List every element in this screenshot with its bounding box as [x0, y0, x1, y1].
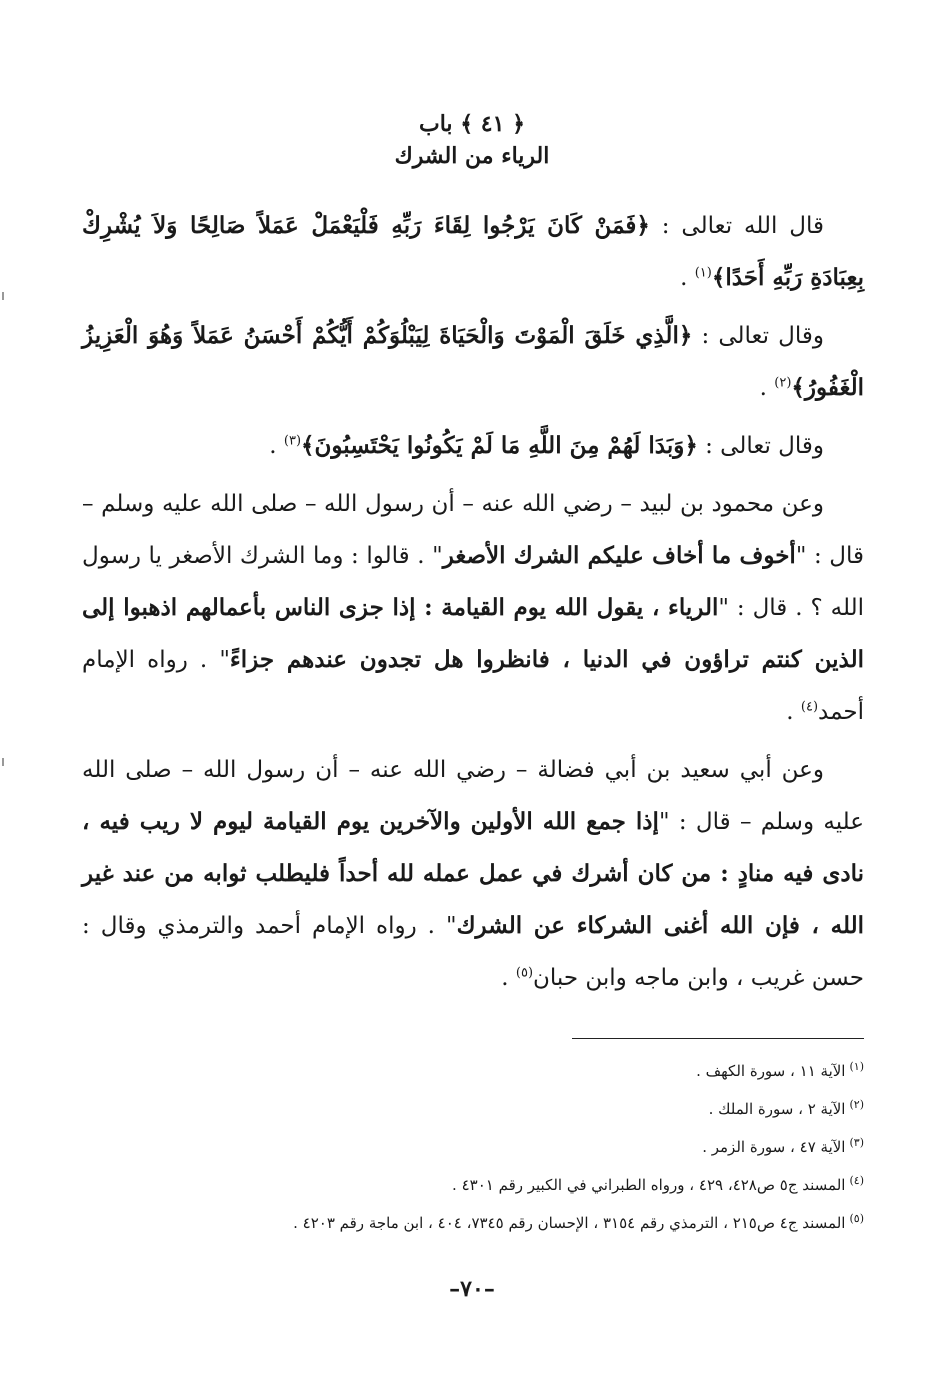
footnote-item [82, 1126, 864, 1164]
verse-intro: وقال تعالى : [697, 433, 824, 459]
footnote-ref: (٤) [800, 699, 819, 715]
footnote-text: الآية ٢ ، سورة الملك . [708, 1100, 846, 1118]
quran-quote: ﴿فَمَنْ كَانَ يَرْجُوا لِقَاءَ رَبِّهِ فَلْيَعْمَلْ عَمَلاً صَالِحًا وَلاَ يُشْرِكْ بِعِبَادَةِ رَبِّهِ أَحَدًا﴾ [82, 212, 864, 291]
hadith-text: وعن أبي سعيد بن أبي فضالة – رضي الله عنه – أن رسول الله – صلى الله عليه وسلم – قال : " [82, 757, 864, 835]
quran-quote: ﴿وَبَدَا لَهُمْ مِنَ اللَّهِ مَا لَمْ يَكُونُوا يَحْتَسِبُونَ﴾ [301, 432, 698, 459]
verse-paragraph-1 [82, 200, 864, 304]
footnote-text: المسند ج٥ ص٤٢٨، ٤٢٩ ، ورواه الطبراني في الكبير رقم ٤٣٠١ . [452, 1176, 846, 1194]
page-number: –٧٠– [449, 1276, 495, 1302]
footnote-text: الآية ٤٧ ، سورة الزمر . [702, 1138, 846, 1156]
chapter-heading [0, 108, 944, 172]
verse-paragraph-2 [82, 310, 864, 414]
footnote-item [82, 1050, 864, 1088]
punctuation: . [501, 965, 516, 991]
verse-intro: وقال تعالى : [692, 323, 824, 349]
footnote-divider [572, 1038, 864, 1039]
hadith-text: وعن محمود بن لبيد – رضي الله عنه – أن رسول الله – صلى الله عليه وسلم – قال : " [82, 491, 864, 569]
hadith-quote: الرياء ، يقول الله يوم القيامة : إذا جزى الناس بأعمالهم اذهبوا إلى الذين كنتم تراؤون في الدنيا ، فانظروا هل تجدون عندهم جزاءً [82, 594, 864, 673]
hadith-text: " . قالوا : وما الشرك الأصغر يا رسول الله ؟ . قال : " [82, 543, 864, 621]
hadith-quote: إذا جمع الله الأولين والآخرين يوم القيامة ليوم لا ريب فيه ، نادى فيه منادٍ : من كان أشرك في عمل عمله لله أحداً فليطلب ثوابه من عند غير الله ، فإن الله أغنى الشركاء عن الشرك [82, 808, 864, 939]
hadith-text: " . رواه الإمام أحمد [82, 647, 864, 725]
punctuation: . [269, 433, 284, 459]
footnote-item [82, 1202, 864, 1240]
hadith-quote: أخوف ما أخاف عليكم الشرك الأصغر [442, 542, 796, 569]
punctuation: . [786, 699, 801, 725]
punctuation: . [680, 265, 695, 291]
quran-quote: ﴿الَّذِي خَلَقَ الْمَوْتَ وَالْحَيَاةَ لِيَبْلُوَكُمْ أَيُّكُمْ أَحْسَنُ عَمَلاً وَهُوَ الْعَزِيزُ الْغَفُورُ﴾ [82, 322, 864, 401]
footnote-ref: (١) [694, 265, 712, 281]
footnote-item [82, 1088, 864, 1126]
footnote-item [82, 1164, 864, 1202]
footnote-number: (٥) [849, 1212, 864, 1225]
footnote-number: (٤) [849, 1174, 864, 1187]
main-text [82, 200, 864, 1010]
hadith-paragraph-2 [82, 744, 864, 1004]
footnote-text: الآية ١١ ، سورة الكهف . [696, 1062, 846, 1080]
scan-margin-mark [2, 292, 4, 300]
chapter-title: الرياء من الشرك [394, 143, 550, 169]
footnote-number: (٢) [849, 1098, 864, 1111]
footnote-ref: (٥) [515, 965, 534, 981]
footnote-number: (٣) [849, 1136, 864, 1149]
chapter-number: ﴿ ٤١ ﴾ باب [419, 111, 525, 137]
hadith-text: " . رواه الإمام أحمد والترمذي وقال : حسن غريب ، وابن ماجه وابن حبان [82, 913, 864, 991]
footnote-ref: (٢) [774, 375, 792, 391]
scan-margin-mark [2, 758, 4, 766]
footnote-text: المسند ج٤ ص٢١٥ ، الترمذي رقم ٣١٥٤ ، الإحسان رقم ٧٣٤٥، ٤٠٤ ، ابن ماجة رقم ٤٢٠٣ . [293, 1214, 846, 1232]
footnotes [82, 1050, 864, 1240]
verse-paragraph-3 [82, 420, 864, 472]
punctuation: . [759, 375, 775, 401]
verse-intro: قال الله تعالى : [649, 213, 825, 239]
footnote-number: (١) [849, 1060, 864, 1073]
hadith-paragraph-1 [82, 478, 864, 738]
footnote-ref: (٣) [283, 433, 302, 449]
